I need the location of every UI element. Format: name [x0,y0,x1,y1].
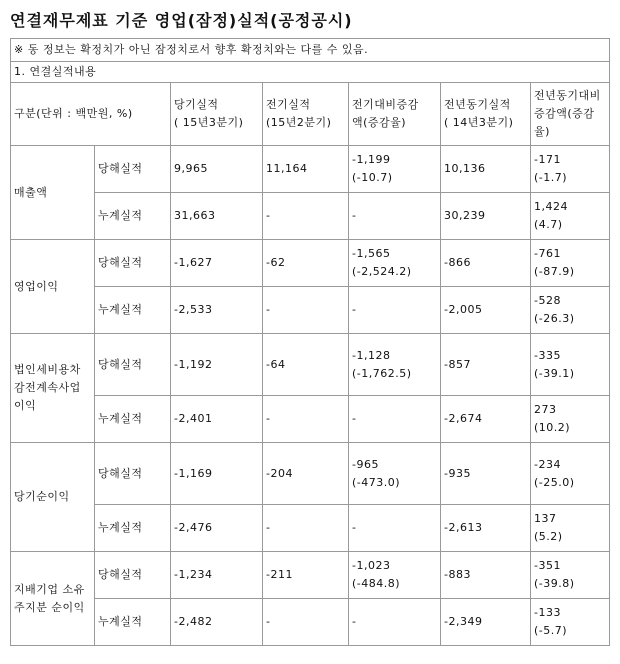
row-type: 당해실적 [95,240,171,287]
cell-current: -1,234 [171,552,263,599]
qoq-value: - [352,521,357,534]
cell-qoq [349,240,441,287]
yoy-rate: (5.2) [534,530,563,543]
qoq-value: -1,128 [352,348,391,362]
cell-qoq [349,443,441,505]
yoy-value: 1,424 [534,200,568,213]
yoy-rate: (10.2) [534,421,571,434]
cell-qoq [349,334,441,396]
yoy-rate: (-1.7) [534,171,568,184]
cell-current: -2,482 [171,599,263,646]
yoy-value: -335 [534,348,561,362]
cell-yoy [531,287,610,334]
header-qoq: 전기대비증감 액(증감율) [349,83,441,146]
section-heading: 1. 연결실적내용 [11,62,610,83]
table-row [11,146,610,193]
yoy-rate: (-39.8) [534,577,575,590]
row-group-label: 영업이익 [11,240,95,334]
cell-current: -1,169 [171,443,263,505]
earnings-table [10,38,610,646]
table-row [11,287,610,334]
cell-yoy [531,193,610,240]
cell-current: -2,401 [171,396,263,443]
qoq-value: - [352,615,357,628]
row-type: 당해실적 [95,146,171,193]
table-row [11,396,610,443]
cell-current: -2,533 [171,287,263,334]
cell-qoq [349,396,441,443]
header-current: 당기실적 ( 15년3분기) [171,83,263,146]
cell-previous: -204 [263,443,349,505]
cell-yoy [531,334,610,396]
cell-qoq [349,552,441,599]
cell-previous: -211 [263,552,349,599]
cell-yoy-period: -2,349 [441,599,531,646]
cell-yoy-period: -2,674 [441,396,531,443]
qoq-value: -1,199 [352,153,391,166]
yoy-value: -528 [534,294,561,307]
row-type: 당해실적 [95,552,171,599]
yoy-value: -234 [534,457,561,471]
yoy-value: -171 [534,153,561,166]
row-type: 누계실적 [95,505,171,552]
cell-yoy-period: -866 [441,240,531,287]
qoq-value: -1,565 [352,247,391,260]
cell-qoq [349,287,441,334]
qoq-value: - [352,412,357,425]
cell-yoy-period: 30,239 [441,193,531,240]
cell-previous: -62 [263,240,349,287]
yoy-rate: (-39.1) [534,366,575,380]
qoq-value: - [352,303,357,316]
header-previous: 전기실적 (15년2분기) [263,83,349,146]
cell-yoy-period: -883 [441,552,531,599]
cell-qoq [349,599,441,646]
yoy-rate: (-5.7) [534,624,568,637]
cell-previous: -64 [263,334,349,396]
header-yoy-period: 전년동기실적 ( 14년3분기) [441,83,531,146]
yoy-value: -351 [534,559,561,572]
cell-current: -1,192 [171,334,263,396]
cell-yoy [531,552,610,599]
cell-qoq [349,193,441,240]
cell-qoq [349,146,441,193]
cell-previous: - [263,599,349,646]
row-group-label: 법인세비용차감전계속사업이익 [11,334,95,443]
table-row [11,334,610,396]
yoy-value: 273 [534,403,557,416]
cell-yoy-period: 10,136 [441,146,531,193]
qoq-rate: (-2,524.2) [352,265,412,278]
page-title: 연결재무제표 기준 영업(잠정)실적(공정공시) [10,11,353,30]
row-type: 누계실적 [95,396,171,443]
cell-yoy [531,599,610,646]
row-group-label: 지배기업 소유주지분 순이익 [11,552,95,646]
qoq-value: - [352,209,357,222]
disclaimer-note: ※ 동 정보는 확정치가 아닌 잠정치로서 향후 확정치와는 다를 수 있음. [11,39,610,62]
qoq-rate: (-484.8) [352,577,401,590]
cell-qoq [349,505,441,552]
cell-previous: - [263,193,349,240]
cell-yoy [531,443,610,505]
row-type: 누계실적 [95,599,171,646]
cell-yoy-period: -935 [441,443,531,505]
yoy-value: 137 [534,512,557,525]
qoq-rate: (-473.0) [352,475,401,489]
cell-previous: 11,164 [263,146,349,193]
row-group-label: 매출액 [11,146,95,240]
table-row [11,505,610,552]
yoy-rate: (4.7) [534,218,563,231]
table-row [11,599,610,646]
header-yoy: 전년동기대비증감액(증감율) [531,83,610,146]
cell-yoy [531,396,610,443]
qoq-rate: (-1,762.5) [352,366,412,380]
yoy-rate: (-25.0) [534,475,575,489]
cell-yoy [531,505,610,552]
yoy-rate: (-26.3) [534,312,575,325]
cell-current: -2,476 [171,505,263,552]
cell-previous: - [263,505,349,552]
table-row [11,240,610,287]
yoy-value: -133 [534,606,561,619]
cell-previous: - [263,287,349,334]
row-type: 누계실적 [95,193,171,240]
table-row [11,443,610,505]
cell-yoy [531,240,610,287]
cell-current: -1,627 [171,240,263,287]
cell-yoy [531,146,610,193]
row-type: 누계실적 [95,287,171,334]
cell-previous: - [263,396,349,443]
qoq-value: -1,023 [352,559,391,572]
row-type: 당해실적 [95,443,171,505]
yoy-value: -761 [534,247,561,260]
header-category: 구분(단위 : 백만원, %) [11,83,171,146]
cell-yoy-period: -857 [441,334,531,396]
yoy-rate: (-87.9) [534,265,575,278]
cell-yoy-period: -2,005 [441,287,531,334]
cell-current: 9,965 [171,146,263,193]
row-type: 당해실적 [95,334,171,396]
qoq-value: -965 [352,457,379,471]
cell-current: 31,663 [171,193,263,240]
qoq-rate: (-10.7) [352,171,393,184]
table-row [11,193,610,240]
table-row [11,552,610,599]
row-group-label: 당기순이익 [11,443,95,552]
cell-yoy-period: -2,613 [441,505,531,552]
